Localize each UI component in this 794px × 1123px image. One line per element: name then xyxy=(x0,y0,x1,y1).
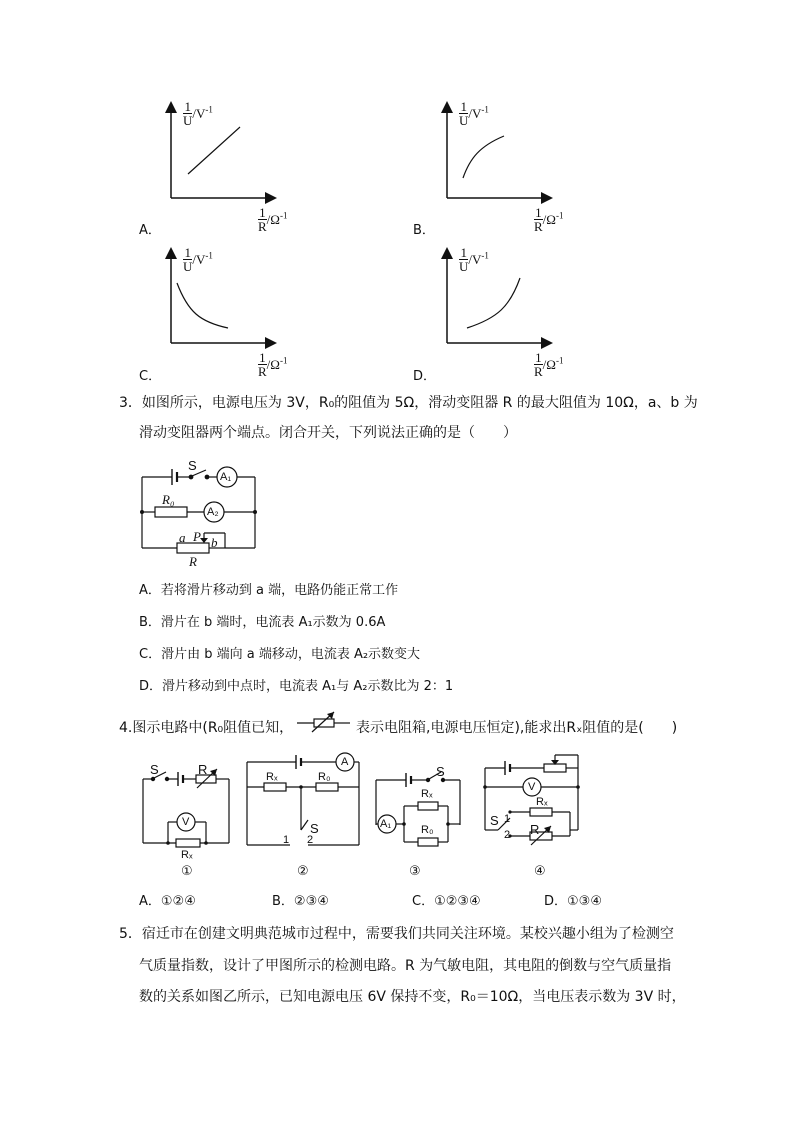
q4-option-b: B．②③④ xyxy=(272,894,329,909)
graph-d-x-label: $\frac{1}{R}$ $/\Omega^{-1}$ xyxy=(534,350,564,379)
q4-c2-label-a: A xyxy=(341,756,349,768)
q4-c3-label-s: S xyxy=(436,764,445,779)
q3-label-b: b xyxy=(211,535,218,550)
q4-c4-label-1: 1 xyxy=(504,813,511,825)
q3-option-a: A．若将滑片移动到 a 端，电路仍能正常工作 xyxy=(139,583,399,598)
q4-circuit-num-4: ④ xyxy=(534,864,546,879)
q4-c4-label-2: 2 xyxy=(504,829,511,841)
q4-c4-label-s: S xyxy=(490,813,499,828)
q4-c1-label-r: R xyxy=(198,762,208,777)
graph-c-x-label: $\frac{1}{R}$ $/\Omega^{-1}$ xyxy=(258,350,288,379)
q3-label-r0: R₀ xyxy=(162,492,175,507)
q4-circuit-num-2: ② xyxy=(297,864,309,879)
q4-circuit-3 xyxy=(376,772,460,846)
graph-d-y-label: $\frac{1}{U}$ $/V^{-1}$ xyxy=(459,245,489,274)
q4-c3-label-r0: R₀ xyxy=(421,824,434,836)
graph-b-option: B． xyxy=(413,223,435,238)
q4-circuit-1 xyxy=(143,769,229,847)
graph-c-y-label: $\frac{1}{U}$ $/V^{-1}$ xyxy=(183,245,213,274)
q4-c1-label-rx: Rₓ xyxy=(181,849,193,861)
graph-b-y-label: $\frac{1}{U}$ $/V^{-1}$ xyxy=(459,99,489,128)
q3-stem-line2: 滑动变阻器两个端点。闭合开关，下列说法正确的是（ ） xyxy=(139,425,517,441)
q4-circuit-num-3: ③ xyxy=(409,864,421,879)
q3-option-b: B．滑片在 b 端时，电流表 A₁示数为 0.6A xyxy=(139,615,386,630)
graph-a-x-label: $\frac{1}{R}$ $/\Omega^{-1}$ xyxy=(258,205,288,234)
q4-c2-label-rx: Rₓ xyxy=(266,771,278,783)
q3-label-r: R xyxy=(189,554,197,569)
q4-c2-label-1: 1 xyxy=(283,834,290,846)
q4-c4-label-r: R xyxy=(530,822,540,837)
q4-c1-label-v: V xyxy=(182,816,190,828)
q3-label-p: P xyxy=(193,529,201,544)
q3-label-a1: A₁ xyxy=(220,471,232,483)
graph-c-option: C． xyxy=(139,369,162,384)
graph-b-x-label: $\frac{1}{R}$ $/\Omega^{-1}$ xyxy=(534,205,564,234)
q4-c2-label-r0: R₀ xyxy=(318,771,331,783)
q3-label-a: a xyxy=(179,530,186,545)
q3-option-d: D．滑片移动到中点时，电流表 A₁与 A₂示数比为 2：1 xyxy=(139,679,454,694)
q4-c4-label-v: V xyxy=(528,781,536,793)
q5-line1: 5．宿迁市在创建文明典范城市过程中，需要我们共同关注环境。某校兴趣小组为了检测空 xyxy=(119,926,674,942)
q3-stem-line1: 3．如图所示，电源电压为 3V，R₀的阻值为 5Ω，滑动变阻器 R 的最大阻值为 10Ω，a、b 为 xyxy=(119,395,698,411)
q5-line3: 数的关系如图乙所示，已知电源电压 6V 保持不变，R₀＝10Ω，当电压表示数为 3V 时， xyxy=(139,989,686,1005)
q4-c2-label-2: 2 xyxy=(307,834,314,846)
q5-line2: 气质量指数，设计了甲图所示的检测电路。R 为气敏电阻，其电阻的倒数与空气质量指 xyxy=(139,958,672,974)
q4-c2-label-s: S xyxy=(310,821,319,836)
q4-stem-after: 表示电阻箱,电源电压恒定),能求出Rₓ阻值的是( ) xyxy=(356,720,678,736)
q3-label-s: S xyxy=(188,458,197,473)
q4-option-d: D．①③④ xyxy=(544,894,602,909)
q4-circuit-num-1: ① xyxy=(181,864,193,879)
q4-c3-label-rx: Rₓ xyxy=(421,788,433,800)
q4-option-a: A．①②④ xyxy=(139,894,196,909)
graph-d-option: D． xyxy=(413,369,437,384)
graph-a-y-label: $\frac{1}{U}$ $/V^{-1}$ xyxy=(183,99,213,128)
q3-label-a2: A₂ xyxy=(207,506,219,518)
q4-c3-label-a1: A₁ xyxy=(380,818,392,830)
q4-option-c: C．①②③④ xyxy=(412,894,481,909)
q4-c1-label-s: S xyxy=(150,762,159,777)
q4-c4-label-rx: Rₓ xyxy=(536,796,548,808)
q4-stem-before: 4.图示电路中(R₀阻值已知， xyxy=(119,720,294,736)
graph-a-option: A． xyxy=(139,223,161,238)
q3-option-c: C．滑片由 b 端向 a 端移动，电流表 A₂示数变大 xyxy=(139,647,421,662)
